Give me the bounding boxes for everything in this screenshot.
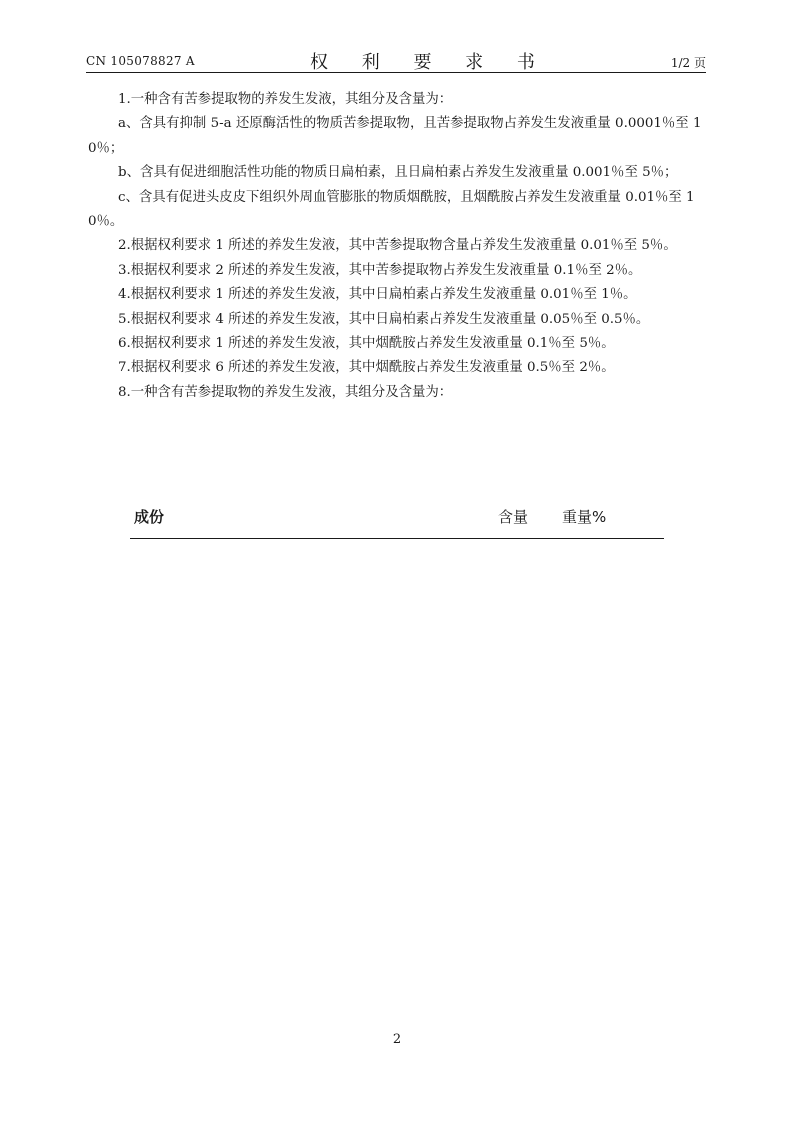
header-divider [86, 72, 706, 73]
claim-1: 1.一种含有苦参提取物的养发生发液，其组分及含量为： [118, 92, 453, 107]
claim-8: 8.一种含有苦参提取物的养发生发液，其组分及含量为： [118, 384, 453, 400]
table-header-content: 含量 [498, 508, 529, 526]
claim-4: 4.根据权利要求 1 所述的养发生发液，其中日扁柏素占养发生发液重量 0.01％至 1％。 [118, 287, 637, 303]
claims-body [88, 88, 708, 405]
claim-2: 2.根据权利要求 1 所述的养发生发液，其中苦参提取物含量占养发生发液重量 0.01％至 5％。 [118, 238, 677, 254]
table-header-component: 成份 [134, 508, 165, 526]
publication-number: CN 105078827 A [86, 54, 195, 68]
page-header [86, 48, 706, 73]
composition-table [130, 506, 664, 540]
claim-3: 3.根据权利要求 2 所述的养发生发液，其中苦参提取物占养发生发液重量 0.1％至 2％。 [118, 262, 642, 278]
claim-1-item-b: b、含具有促进细胞活性功能的物质日扁柏素，且日扁柏素占养发生发液重量 0.001％至 5％； [118, 165, 678, 181]
page-indicator: 1/2 页 [670, 56, 706, 70]
claim-1-item-a: a、含具有抑制 5-a 还原酶活性的物质苦参提取物，且苦参提取物占养发生发液重量 0.0001％至 10％； [88, 116, 702, 156]
table-header-rule [130, 538, 664, 539]
claim-1-item-c: c、含具有促进头皮皮下组织外周血管膨胀的物质烟酰胺，且烟酰胺占养发生发液重量 0.01％至 10％。 [88, 189, 695, 230]
document-title: 权 利 要 求 书 [310, 52, 549, 73]
table-header-weight: 重量% [562, 508, 607, 526]
claim-6: 6.根据权利要求 1 所述的养发生发液，其中烟酰胺占养发生发液重量 0.1％至 5％。 [118, 336, 615, 352]
page-number: 2 [392, 1032, 402, 1047]
claim-5: 5.根据权利要求 4 所述的养发生发液，其中日扁柏素占养发生发液重量 0.05％至 0.5％。 [118, 311, 650, 327]
claim-7: 7.根据权利要求 6 所述的养发生发液，其中烟酰胺占养发生发液重量 0.5％至 2％。 [118, 360, 615, 376]
